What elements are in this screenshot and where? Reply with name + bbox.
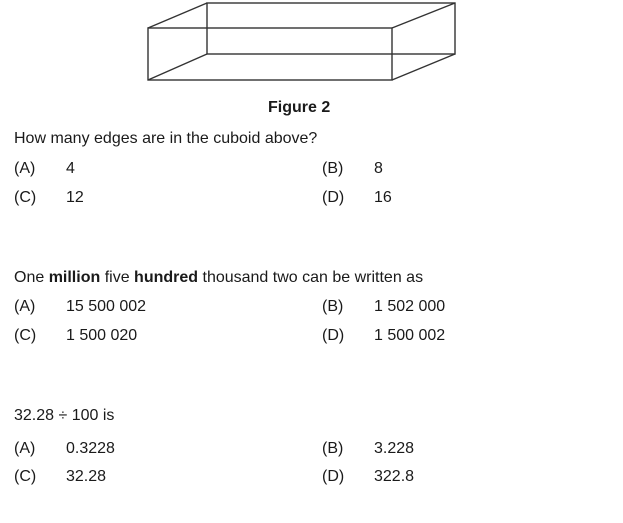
option-value: 3.228 [374,440,415,457]
q2-option-d[interactable] [322,327,582,347]
option-value: 12 [66,189,84,206]
option-letter: (C) [14,327,37,344]
option-letter: (B) [322,160,344,177]
option-letter: (D) [322,189,345,206]
option-letter: (D) [322,327,345,344]
q2-option-a[interactable] [14,298,274,318]
option-letter: (A) [14,298,36,315]
q3-option-b[interactable] [322,440,582,460]
cuboid-edge-bottom-left [148,54,207,80]
option-letter: (A) [14,160,36,177]
option-value: 4 [66,160,75,177]
option-value: 1 502 000 [374,298,446,315]
q2-option-b[interactable] [322,298,582,318]
stem-text: One [14,269,49,286]
option-value: 0.3228 [66,440,115,457]
option-value: 32.28 [66,468,107,485]
q1-option-b[interactable] [322,160,582,180]
stem-bold-million: million [48,269,101,286]
question-1-stem: How many edges are in the cuboid above? [14,130,318,147]
option-letter: (B) [322,440,344,457]
option-letter: (C) [14,189,37,206]
option-letter: (C) [14,468,37,485]
option-letter: (B) [322,298,344,315]
q1-option-d[interactable] [322,189,582,209]
option-letter: (A) [14,440,36,457]
q2-option-c[interactable] [14,327,274,347]
option-value: 1 500 020 [66,327,138,344]
cuboid-edge-bottom-right [392,54,455,80]
q3-option-a[interactable] [14,440,274,460]
option-value: 8 [374,160,383,177]
option-value: 16 [374,189,392,206]
q3-option-d[interactable] [322,468,582,488]
option-value: 15 500 002 [66,298,147,315]
cuboid-edge-top-left [148,3,207,28]
option-value: 322.8 [374,468,415,485]
q3-option-c[interactable] [14,468,274,488]
q1-option-c[interactable] [14,189,274,209]
stem-text: five [100,269,135,286]
question-3-stem: 32.28 ÷ 100 is [14,407,115,424]
option-letter: (D) [322,468,345,485]
figure-caption: Figure 2 [268,99,331,116]
stem-text: thousand two can be written as [198,269,424,286]
q1-option-a[interactable] [14,160,274,180]
option-value: 1 500 002 [374,327,446,344]
cuboid-diagram [140,0,470,86]
cuboid-edge-top-right [392,3,455,28]
stem-bold-hundred: hundred [134,269,199,286]
question-2-stem [14,269,423,287]
